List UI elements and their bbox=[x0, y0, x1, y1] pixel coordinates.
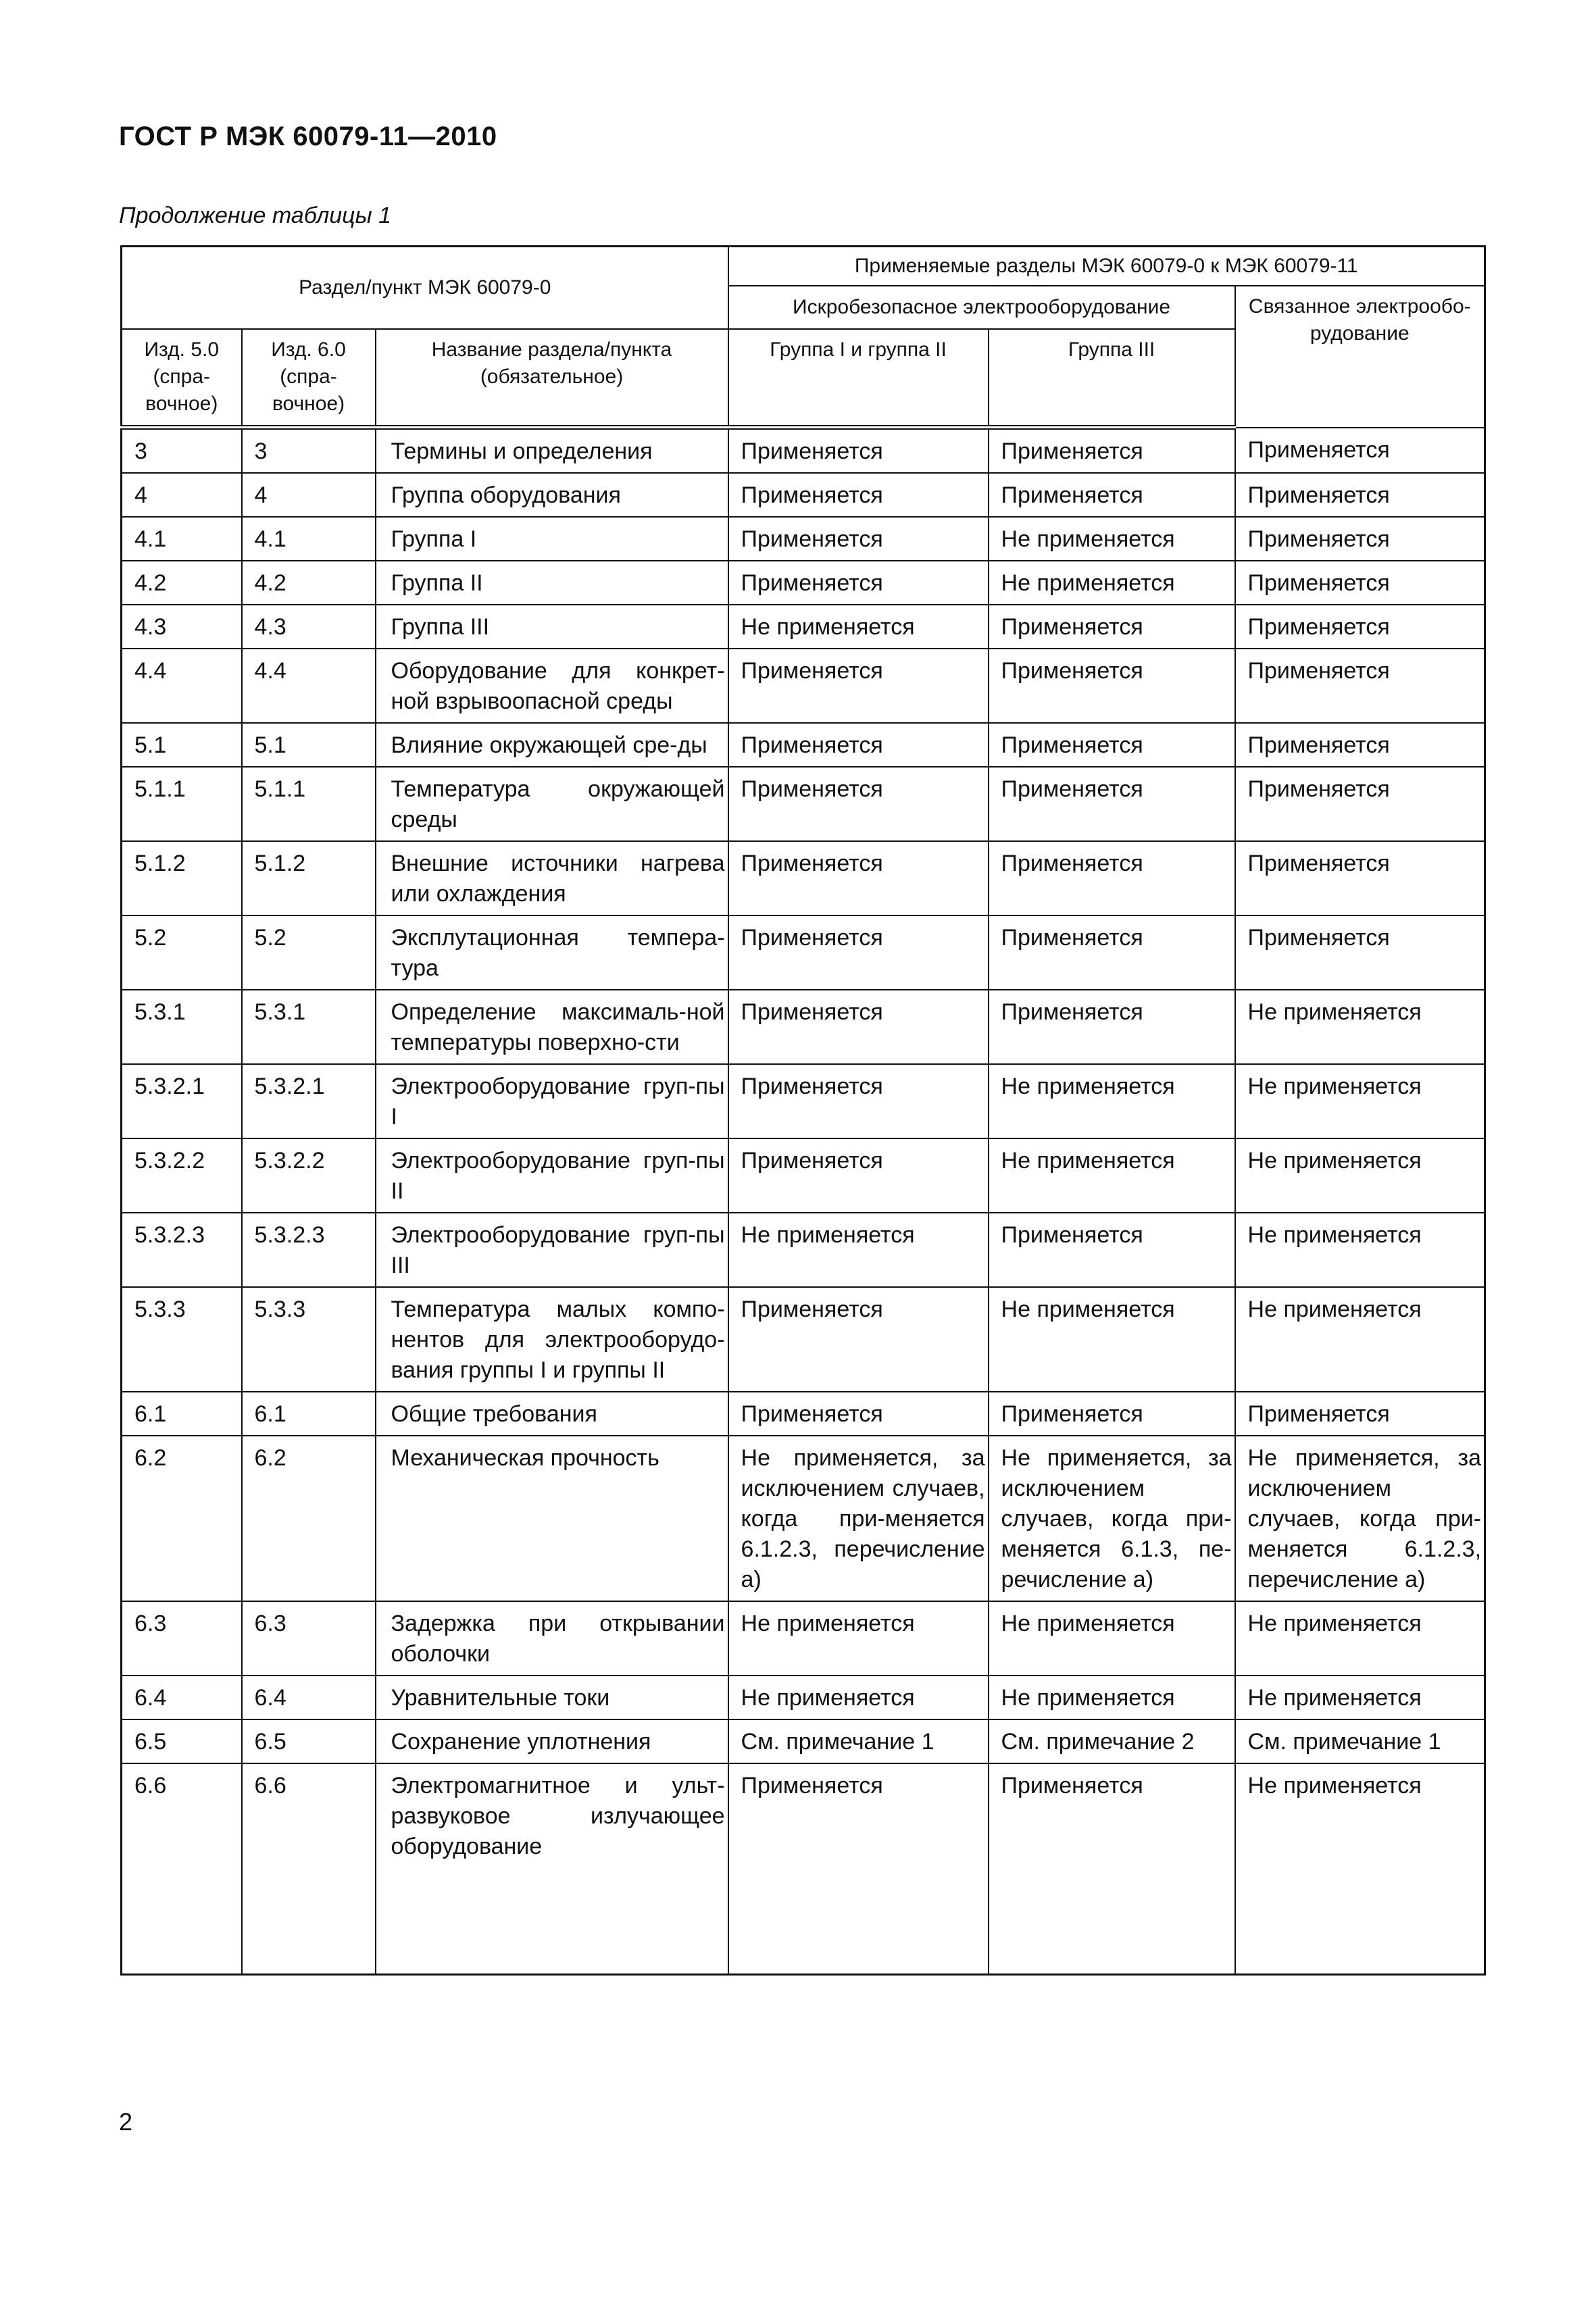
cell-associated: Применяется bbox=[1235, 915, 1485, 990]
cell-edition-5: 4.2 bbox=[122, 561, 242, 605]
header-section-group: Раздел/пункт МЭК 60079-0 bbox=[122, 247, 728, 329]
document-title: ГОСТ Р МЭК 60079-11—2010 bbox=[119, 122, 497, 151]
cell-section-name: Электрооборудование груп-пы I bbox=[376, 1064, 728, 1138]
cell-associated: Не применяется bbox=[1235, 1676, 1485, 1719]
cell-edition-5: 3 bbox=[122, 428, 242, 474]
cell-edition-5: 5.2 bbox=[122, 915, 242, 990]
cell-group-1-2: Применяется bbox=[728, 767, 989, 841]
cell-section-name: Электрооборудование груп-пы III bbox=[376, 1213, 728, 1287]
cell-group-1-2: Не применяется bbox=[728, 605, 989, 649]
cell-group-3: Применяется bbox=[989, 990, 1235, 1064]
table-row bbox=[122, 1287, 1485, 1392]
cell-edition-6: 6.1 bbox=[242, 1392, 376, 1436]
cell-group-1-2: Применяется bbox=[728, 428, 989, 474]
cell-associated: Применяется bbox=[1235, 1392, 1485, 1436]
cell-group-3: См. примечание 2 bbox=[989, 1719, 1235, 1763]
cell-edition-6: 3 bbox=[242, 428, 376, 474]
cell-group-3: Не применяется bbox=[989, 1676, 1235, 1719]
cell-associated: Применяется bbox=[1235, 649, 1485, 723]
cell-associated: Применяется bbox=[1235, 767, 1485, 841]
cell-group-3: Применяется bbox=[989, 841, 1235, 915]
cell-section-name: Температура малых компо-нентов для электрооборудо-вания группы I и группы II bbox=[376, 1287, 728, 1392]
cell-edition-5: 6.3 bbox=[122, 1601, 242, 1676]
cell-edition-6: 6.6 bbox=[242, 1763, 376, 1975]
cell-associated: См. примечание 1 bbox=[1235, 1719, 1485, 1763]
cell-group-3: Не применяется bbox=[989, 1601, 1235, 1676]
cell-edition-6: 5.2 bbox=[242, 915, 376, 990]
cell-group-1-2: Не применяется bbox=[728, 1213, 989, 1287]
cell-group-1-2: Применяется bbox=[728, 1392, 989, 1436]
cell-group-1-2: Не применяется, за исключением случаев, когда при-меняется 6.1.2.3, перечисление а) bbox=[728, 1436, 989, 1601]
cell-edition-6: 6.4 bbox=[242, 1676, 376, 1719]
cell-edition-6: 4.1 bbox=[242, 517, 376, 561]
cell-associated: Применяется bbox=[1235, 428, 1485, 474]
cell-edition-5: 5.1.2 bbox=[122, 841, 242, 915]
cell-group-3: Применяется bbox=[989, 767, 1235, 841]
table-row bbox=[122, 649, 1485, 723]
cell-group-1-2: Применяется bbox=[728, 1287, 989, 1392]
table-row bbox=[122, 428, 1485, 474]
cell-associated: Не применяется bbox=[1235, 1064, 1485, 1138]
table-row bbox=[122, 1676, 1485, 1719]
cell-section-name: Термины и определения bbox=[376, 428, 728, 474]
table-row bbox=[122, 473, 1485, 517]
cell-group-3: Не применяется bbox=[989, 517, 1235, 561]
cell-group-3: Применяется bbox=[989, 605, 1235, 649]
table-row bbox=[122, 1213, 1485, 1287]
cell-edition-6: 5.1 bbox=[242, 723, 376, 767]
cell-edition-5: 5.3.2.2 bbox=[122, 1138, 242, 1213]
cell-edition-6: 4 bbox=[242, 473, 376, 517]
cell-edition-6: 5.3.3 bbox=[242, 1287, 376, 1392]
cell-section-name: Уравнительные токи bbox=[376, 1676, 728, 1719]
table-row bbox=[122, 915, 1485, 990]
cell-edition-5: 5.3.1 bbox=[122, 990, 242, 1064]
cell-edition-6: 5.1.1 bbox=[242, 767, 376, 841]
cell-associated: Не применяется bbox=[1235, 1138, 1485, 1213]
cell-section-name: Группа I bbox=[376, 517, 728, 561]
table-row bbox=[122, 767, 1485, 841]
cell-edition-6: 5.3.1 bbox=[242, 990, 376, 1064]
cell-group-1-2: Применяется bbox=[728, 1138, 989, 1213]
table-row bbox=[122, 841, 1485, 915]
header-group-1-2: Группа I и группа II bbox=[728, 329, 989, 428]
cell-associated: Не применяется bbox=[1235, 1763, 1485, 1975]
cell-associated: Не применяется bbox=[1235, 990, 1485, 1064]
cell-edition-6: 4.2 bbox=[242, 561, 376, 605]
cell-edition-6: 4.4 bbox=[242, 649, 376, 723]
table-row bbox=[122, 561, 1485, 605]
cell-edition-5: 5.3.3 bbox=[122, 1287, 242, 1392]
cell-edition-5: 5.3.2.1 bbox=[122, 1064, 242, 1138]
cell-group-3: Применяется bbox=[989, 649, 1235, 723]
cell-edition-5: 5.1 bbox=[122, 723, 242, 767]
cell-section-name: Механическая прочность bbox=[376, 1436, 728, 1601]
cell-group-3: Применяется bbox=[989, 473, 1235, 517]
cell-edition-5: 4 bbox=[122, 473, 242, 517]
table-caption: Продолжение таблицы 1 bbox=[119, 203, 391, 228]
header-section-name: Название раздела/пункта (обязательное) bbox=[376, 329, 728, 428]
cell-group-1-2: Применяется bbox=[728, 517, 989, 561]
cell-edition-5: 4.4 bbox=[122, 649, 242, 723]
cell-section-name: Сохранение уплотнения bbox=[376, 1719, 728, 1763]
table-row bbox=[122, 517, 1485, 561]
cell-section-name: Определение максималь-ной температуры поверхно-сти bbox=[376, 990, 728, 1064]
table-row bbox=[122, 723, 1485, 767]
cell-section-name: Электромагнитное и ульт-развуковое излучающее оборудование bbox=[376, 1763, 728, 1975]
cell-associated: Не применяется bbox=[1235, 1601, 1485, 1676]
table-row bbox=[122, 1436, 1485, 1601]
cell-group-3: Применяется bbox=[989, 1213, 1235, 1287]
cell-edition-6: 4.3 bbox=[242, 605, 376, 649]
applicability-table bbox=[120, 245, 1486, 1976]
cell-group-1-2: Применяется bbox=[728, 723, 989, 767]
header-group-3: Группа III bbox=[989, 329, 1235, 428]
cell-group-1-2: Применяется bbox=[728, 1064, 989, 1138]
cell-group-1-2: Не применяется bbox=[728, 1601, 989, 1676]
cell-group-3: Не применяется bbox=[989, 1138, 1235, 1213]
header-intrinsic-group: Искробезопасное электрооборудование bbox=[728, 286, 1235, 329]
cell-edition-6: 5.3.2.2 bbox=[242, 1138, 376, 1213]
cell-group-3: Не применяется, за исключением случаев, когда при-меняется 6.1.3, пе-речисление а) bbox=[989, 1436, 1235, 1601]
cell-group-1-2: Применяется bbox=[728, 990, 989, 1064]
cell-associated: Не применяется, за исключением случаев, когда при-меняется 6.1.2.3, перечисление а) bbox=[1235, 1436, 1485, 1601]
cell-group-3: Не применяется bbox=[989, 1287, 1235, 1392]
header-edition-5: Изд. 5.0 (спра-вочное) bbox=[122, 329, 242, 428]
table-row bbox=[122, 605, 1485, 649]
table-row bbox=[122, 1763, 1485, 1975]
cell-group-1-2: Применяется bbox=[728, 841, 989, 915]
cell-associated: Применяется bbox=[1235, 841, 1485, 915]
table-row bbox=[122, 1064, 1485, 1138]
cell-section-name: Температура окружающей среды bbox=[376, 767, 728, 841]
cell-group-1-2: Применяется bbox=[728, 915, 989, 990]
cell-section-name: Общие требования bbox=[376, 1392, 728, 1436]
cell-group-1-2: Не применяется bbox=[728, 1676, 989, 1719]
cell-edition-5: 6.4 bbox=[122, 1676, 242, 1719]
cell-associated: Применяется bbox=[1235, 473, 1485, 517]
cell-group-3: Применяется bbox=[989, 915, 1235, 990]
cell-section-name: Группа оборудования bbox=[376, 473, 728, 517]
cell-edition-5: 4.1 bbox=[122, 517, 242, 561]
cell-associated: Применяется bbox=[1235, 605, 1485, 649]
cell-associated: Не применяется bbox=[1235, 1213, 1485, 1287]
cell-group-1-2: Применяется bbox=[728, 649, 989, 723]
table-row bbox=[122, 1138, 1485, 1213]
cell-edition-6: 6.5 bbox=[242, 1719, 376, 1763]
cell-associated: Не применяется bbox=[1235, 1287, 1485, 1392]
cell-group-1-2: Применяется bbox=[728, 561, 989, 605]
cell-edition-5: 6.2 bbox=[122, 1436, 242, 1601]
table-row bbox=[122, 1392, 1485, 1436]
cell-group-1-2: Применяется bbox=[728, 473, 989, 517]
cell-section-name: Внешние источники нагрева или охлаждения bbox=[376, 841, 728, 915]
cell-section-name: Задержка при открывании оболочки bbox=[376, 1601, 728, 1676]
cell-edition-6: 5.1.2 bbox=[242, 841, 376, 915]
cell-section-name: Электрооборудование груп-пы II bbox=[376, 1138, 728, 1213]
cell-section-name: Эксплутационная темпера-тура bbox=[376, 915, 728, 990]
cell-associated: Применяется bbox=[1235, 723, 1485, 767]
cell-section-name: Оборудование для конкрет-ной взрывоопасной среды bbox=[376, 649, 728, 723]
cell-edition-5: 5.1.1 bbox=[122, 767, 242, 841]
table-row bbox=[122, 1719, 1485, 1763]
cell-edition-5: 4.3 bbox=[122, 605, 242, 649]
cell-associated: Применяется bbox=[1235, 561, 1485, 605]
cell-group-3: Применяется bbox=[989, 723, 1235, 767]
cell-group-3: Применяется bbox=[989, 1392, 1235, 1436]
cell-associated: Применяется bbox=[1235, 517, 1485, 561]
cell-group-1-2: См. примечание 1 bbox=[728, 1719, 989, 1763]
cell-edition-6: 5.3.2.1 bbox=[242, 1064, 376, 1138]
cell-section-name: Группа II bbox=[376, 561, 728, 605]
cell-edition-5: 6.6 bbox=[122, 1763, 242, 1975]
header-edition-6: Изд. 6.0 (спра-вочное) bbox=[242, 329, 376, 428]
cell-edition-6: 5.3.2.3 bbox=[242, 1213, 376, 1287]
cell-section-name: Группа III bbox=[376, 605, 728, 649]
cell-group-3: Не применяется bbox=[989, 561, 1235, 605]
cell-section-name: Влияние окружающей сре-ды bbox=[376, 723, 728, 767]
cell-edition-6: 6.2 bbox=[242, 1436, 376, 1601]
cell-edition-5: 5.3.2.3 bbox=[122, 1213, 242, 1287]
header-associated: Связанное электрообо-рудование bbox=[1235, 286, 1485, 428]
cell-edition-5: 6.5 bbox=[122, 1719, 242, 1763]
cell-edition-6: 6.3 bbox=[242, 1601, 376, 1676]
table-row bbox=[122, 990, 1485, 1064]
header-applicable-group: Применяемые разделы МЭК 60079-0 к МЭК 60079-11 bbox=[728, 247, 1485, 286]
cell-group-3: Применяется bbox=[989, 1763, 1235, 1975]
cell-group-1-2: Применяется bbox=[728, 1763, 989, 1975]
table-row bbox=[122, 1601, 1485, 1676]
cell-group-3: Применяется bbox=[989, 428, 1235, 474]
cell-group-3: Не применяется bbox=[989, 1064, 1235, 1138]
cell-edition-5: 6.1 bbox=[122, 1392, 242, 1436]
page-number: 2 bbox=[119, 2108, 133, 2136]
